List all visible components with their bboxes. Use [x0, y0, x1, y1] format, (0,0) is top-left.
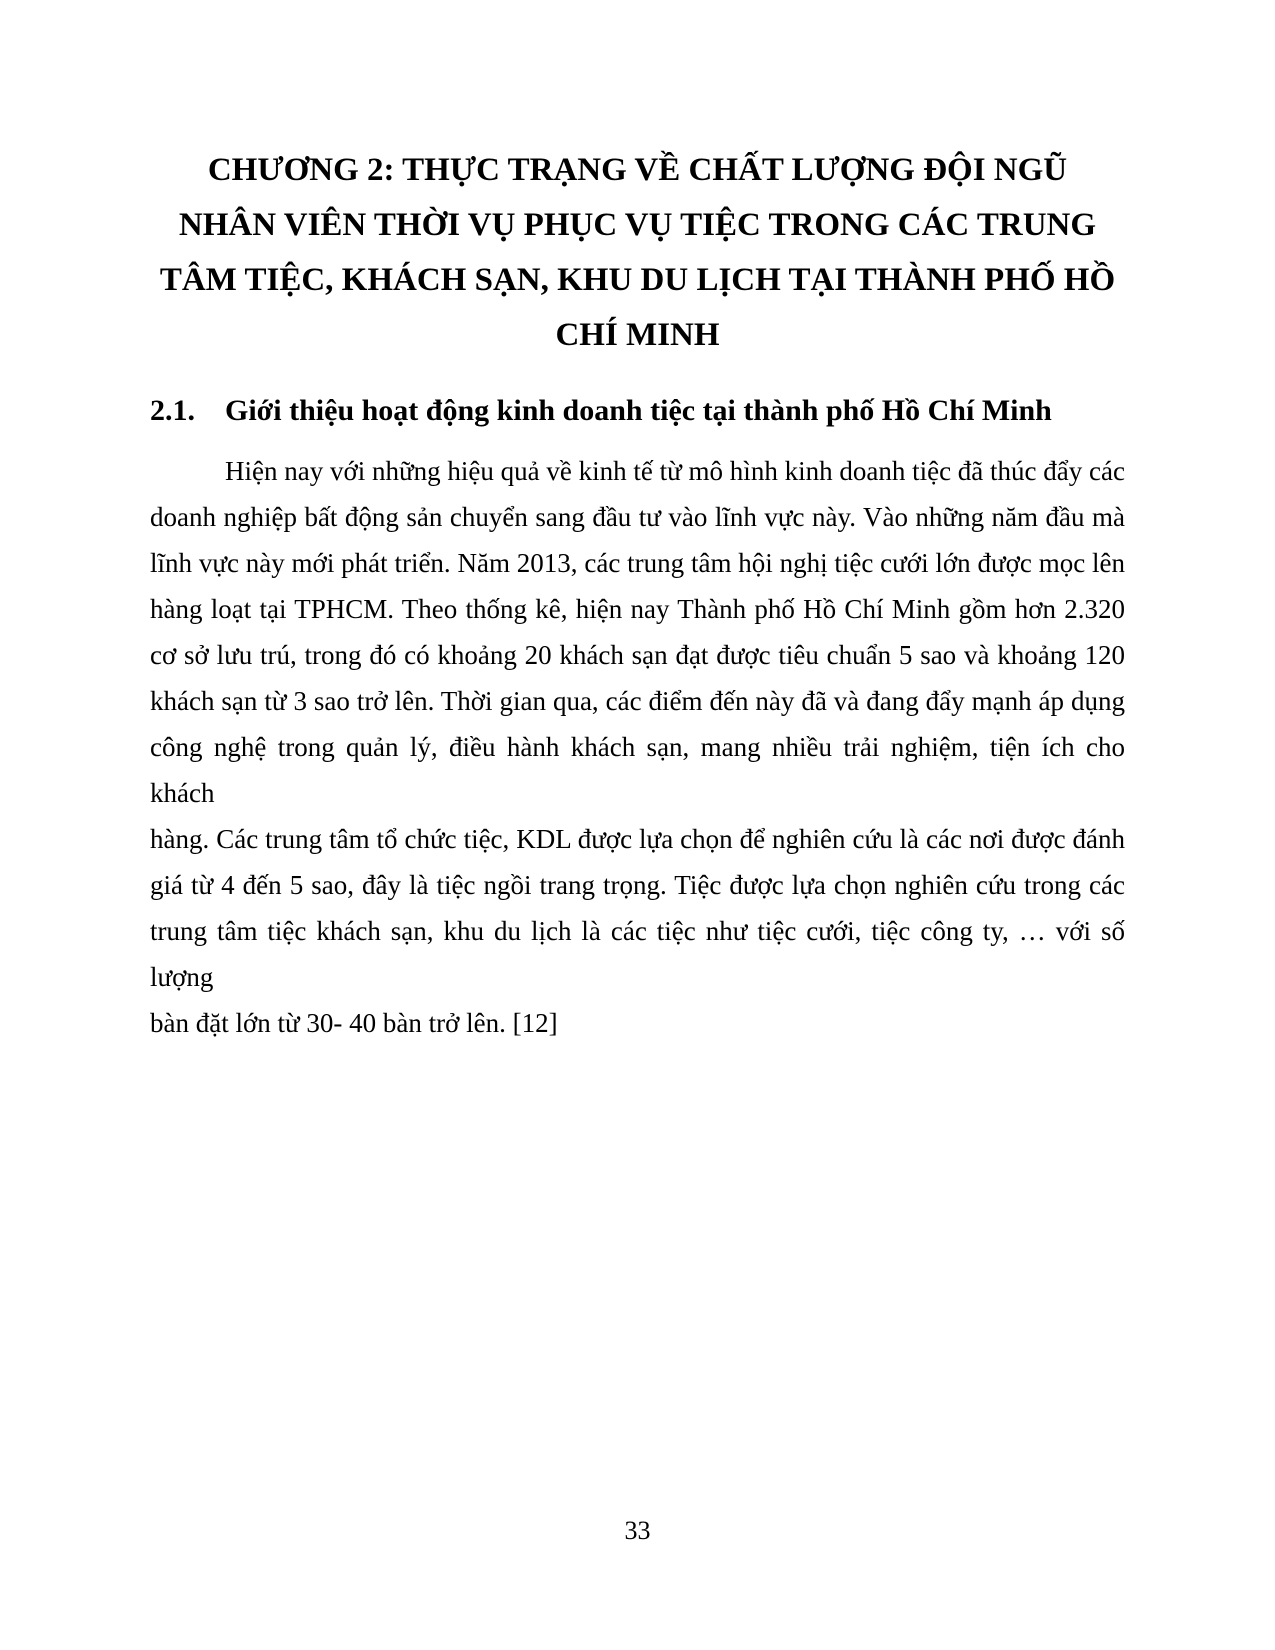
body-paragraph: [150, 448, 1125, 1046]
chapter-title-line: CHÍ MINH: [555, 317, 720, 353]
paragraph-line: hàng loạt tại TPHCM. Theo thống kê, hiện nay Thành phố Hồ Chí Minh gồm hơn 2.320: [150, 594, 1125, 624]
paragraph-line: doanh nghiệp bất động sản chuyển sang đầu tư vào lĩnh vực này. Vào những năm đầu mà: [150, 502, 1125, 532]
chapter-title-line: CHƯƠNG 2: THỰC TRẠNG VỀ CHẤT LƯỢNG ĐỘI NGŨ: [207, 152, 1068, 188]
paragraph-line: giá từ 4 đến 5 sao, đây là tiệc ngồi trang trọng. Tiệc được lựa chọn nghiên cứu trong các: [150, 870, 1125, 900]
paragraph-line: hàng. Các trung tâm tổ chức tiệc, KDL được lựa chọn để nghiên cứu là các nơi được đánh: [150, 824, 1125, 854]
paragraph-line: công nghệ trong quản lý, điều hành khách sạn, mang nhiều trải nghiệm, tiện ích cho khách: [150, 732, 1125, 808]
paragraph-line: Hiện nay với những hiệu quả về kinh tế từ mô hình kinh doanh tiệc đã thúc đẩy các: [225, 456, 1125, 486]
section-heading-text: Giới thiệu hoạt động kinh doanh tiệc tại thành phố Hồ Chí Minh: [225, 394, 1052, 427]
chapter-title-line: NHÂN VIÊN THỜI VỤ PHỤC VỤ TIỆC TRONG CÁC TRUNG: [178, 207, 1097, 243]
paragraph-line: trung tâm tiệc khách sạn, khu du lịch là các tiệc như tiệc cưới, tiệc công ty, … với số lượng: [150, 916, 1125, 992]
paragraph-line: bàn đặt lớn từ 30- 40 bàn trở lên. [12]: [150, 1008, 558, 1038]
page-content: [150, 143, 1125, 1046]
page-number: 33: [624, 1516, 651, 1545]
paragraph-line: lĩnh vực này mới phát triển. Năm 2013, các trung tâm hội nghị tiệc cưới lớn được mọc lên: [150, 548, 1125, 578]
section-number: 2.1.: [150, 394, 195, 427]
chapter-title: [150, 143, 1125, 363]
paragraph-line: khách sạn từ 3 sao trở lên. Thời gian qua, các điểm đến này đã và đang đẩy mạnh áp dụng: [150, 686, 1125, 716]
paragraph-line: cơ sở lưu trú, trong đó có khoảng 20 khách sạn đạt được tiêu chuẩn 5 sao và khoảng 120: [150, 640, 1125, 670]
section-heading: [150, 388, 1125, 434]
chapter-title-line: TÂM TIỆC, KHÁCH SẠN, KHU DU LỊCH TẠI THÀNH PHỐ HỒ: [159, 262, 1116, 298]
